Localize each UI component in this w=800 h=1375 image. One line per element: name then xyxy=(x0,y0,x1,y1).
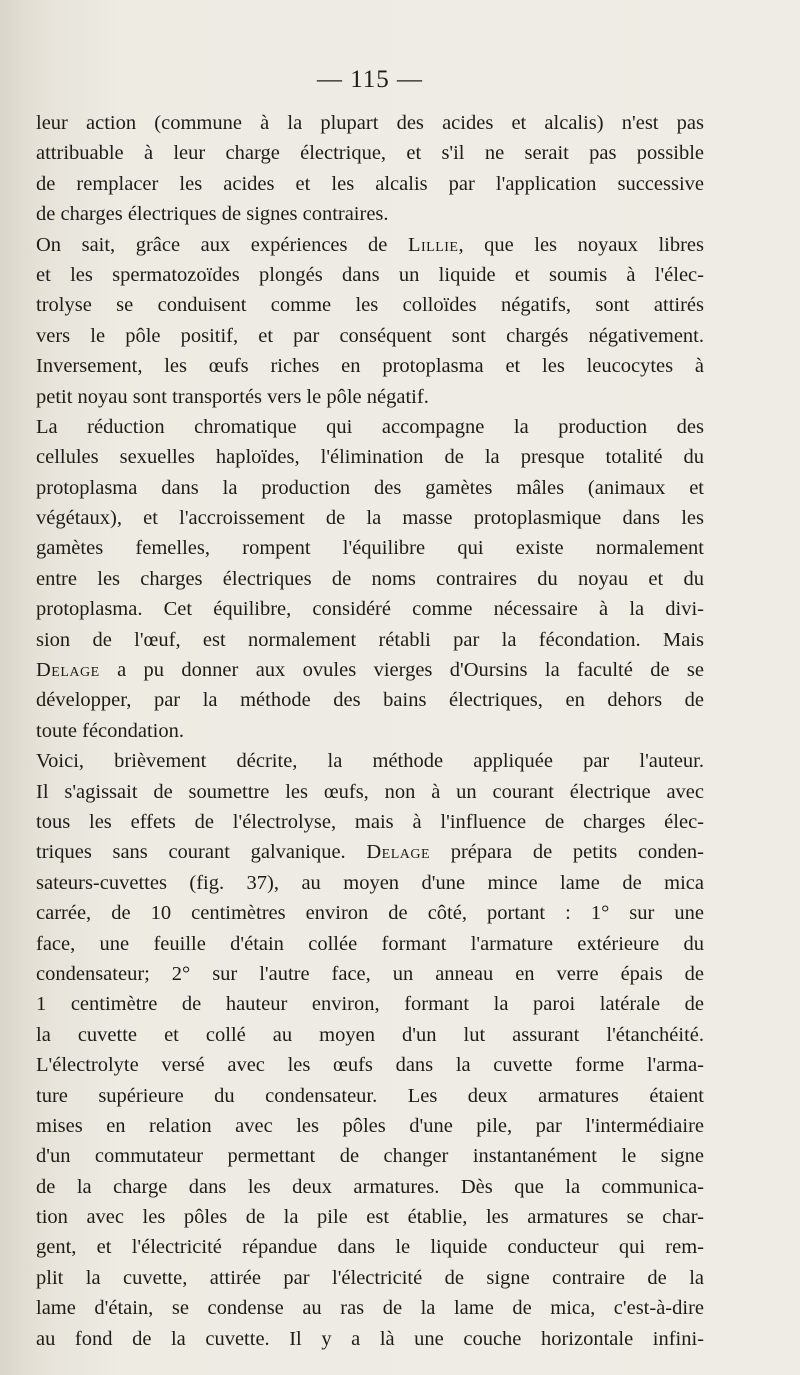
text-line: La réduction chromatique qui accompagne la production des xyxy=(36,415,704,438)
text-line: On sait, grâce aux expériences de Lillie, que les noyaux libres xyxy=(36,233,704,256)
text-line: 1 centimètre de hauteur environ, formant la paroi latérale de xyxy=(36,993,704,1016)
text-line: toute fécondation. xyxy=(36,719,185,742)
text-line: de remplacer les acides et les alcalis par l'application successive xyxy=(36,172,704,195)
text-line: trolyse se conduisent comme les colloïdes négatifs, sont attirés xyxy=(36,294,704,317)
paragraph-1 xyxy=(36,108,704,230)
text-line: carrée, de 10 centimètres environ de côté, portant : 1° sur une xyxy=(36,902,704,925)
paragraph-2 xyxy=(36,230,704,412)
text-line: tion avec les pôles de la pile est établie, les armatures se char- xyxy=(36,1206,704,1229)
paragraph-3 xyxy=(36,412,704,746)
page-number: — 115 — xyxy=(316,66,424,93)
text-line: végétaux), et l'accroissement de la masse protoplasmique dans les xyxy=(36,507,704,530)
text-line: protoplasma dans la production des gamètes mâles (animaux et xyxy=(36,476,704,499)
text-line: triques sans courant galvanique. Delage prépara de petits conden- xyxy=(36,841,704,864)
text-line: mises en relation avec les pôles d'une pile, par l'intermédiaire xyxy=(36,1114,704,1137)
body-text xyxy=(36,108,704,1354)
text-line: de la charge dans les deux armatures. Dès que la communica- xyxy=(36,1175,704,1198)
paragraph-4 xyxy=(36,746,704,1354)
text-line: Delage a pu donner aux ovules vierges d'Oursins la faculté de se xyxy=(36,659,704,682)
text-line: entre les charges électriques de noms contraires du noyau et du xyxy=(36,567,704,590)
text-line: Inversement, les œufs riches en protoplasma et les leucocytes à xyxy=(36,355,704,378)
text-line: ture supérieure du condensateur. Les deux armatures étaient xyxy=(36,1084,704,1107)
text-line: au fond de la cuvette. Il y a là une couche horizontale infini- xyxy=(36,1327,704,1350)
text-line: d'un commutateur permettant de changer instantanément le signe xyxy=(36,1145,704,1168)
text-line: la cuvette et collé au moyen d'un lut assurant l'étanchéité. xyxy=(36,1023,704,1046)
text-line: L'électrolyte versé avec les œufs dans la cuvette forme l'arma- xyxy=(36,1054,704,1077)
text-line: attribuable à leur charge électrique, et s'il ne serait pas possible xyxy=(36,142,704,165)
text-line: de charges électriques de signes contraires. xyxy=(36,203,389,226)
text-line: sateurs-cuvettes (fig. 37), au moyen d'une mince lame de mica xyxy=(36,871,704,894)
author-name: Delage xyxy=(36,659,100,682)
text-line: face, une feuille d'étain collée formant l'armature extérieure du xyxy=(36,932,704,955)
text-line: cellules sexuelles haploïdes, l'élimination de la presque totalité du xyxy=(36,446,704,469)
text-line: protoplasma. Cet équilibre, considéré comme nécessaire à la divi- xyxy=(36,598,704,621)
text-line: Il s'agissait de soumettre les œufs, non à un courant électrique avec xyxy=(36,780,704,803)
text-line: développer, par la méthode des bains électriques, en dehors de xyxy=(36,689,704,712)
text-line: petit noyau sont transportés vers le pôle négatif. xyxy=(36,385,429,408)
author-name: Lillie xyxy=(407,233,459,256)
text-line: leur action (commune à la plupart des acides et alcalis) n'est pas xyxy=(36,112,704,134)
author-name: Delage xyxy=(366,841,431,864)
text-line: Voici, brièvement décrite, la méthode appliquée par l'auteur. xyxy=(36,750,704,773)
text-line: condensateur; 2° sur l'autre face, un anneau en verre épais de xyxy=(36,962,704,985)
text-line: gent, et l'électricité répandue dans le liquide conducteur qui rem- xyxy=(36,1236,704,1259)
text-line: lame d'étain, se condense au ras de la lame de mica, c'est-à-dire xyxy=(36,1297,704,1320)
text-line: plit la cuvette, attirée par l'électricité de signe contraire de la xyxy=(36,1266,704,1289)
text-line: tous les effets de l'électrolyse, mais à l'influence de charges élec- xyxy=(36,810,704,833)
text-line: sion de l'œuf, est normalement rétabli par la fécondation. Mais xyxy=(36,628,704,651)
text-line: et les spermatozoïdes plongés dans un liquide et soumis à l'élec- xyxy=(36,263,704,286)
text-line: vers le pôle positif, et par conséquent sont chargés négativement. xyxy=(36,324,704,347)
text-line: gamètes femelles, rompent l'équilibre qui existe normalement xyxy=(36,537,704,560)
